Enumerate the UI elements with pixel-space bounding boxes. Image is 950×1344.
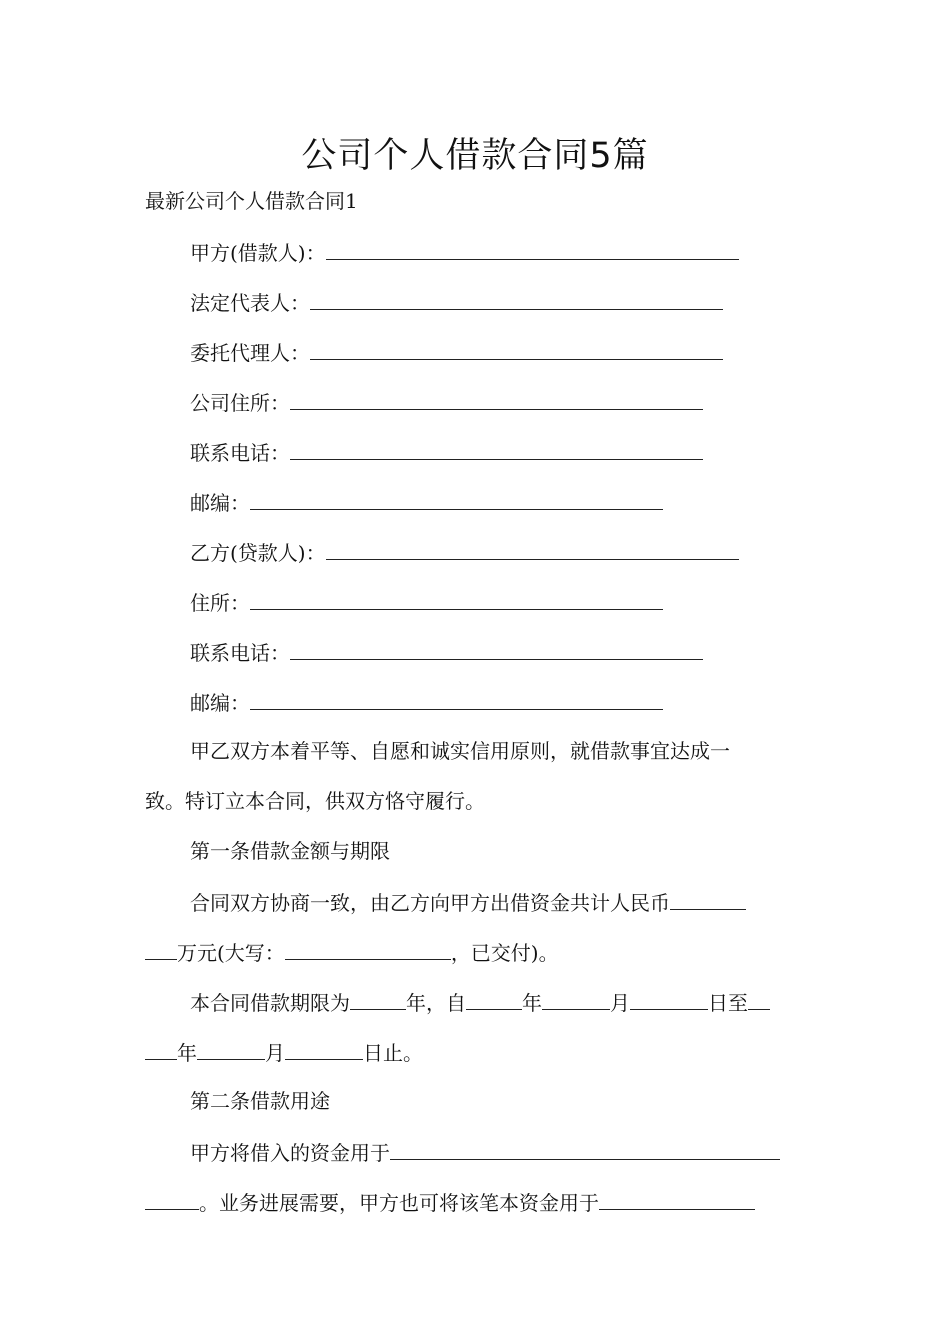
party-a-phone-blank[interactable] [290, 437, 703, 460]
end-year-unit: 年 [177, 1041, 197, 1065]
party-b-phone-row [190, 637, 703, 667]
party-a-postcode-label: 邮编： [190, 491, 250, 515]
article-1-para-2-line-1 [190, 987, 770, 1017]
party-b-phone-label: 联系电话： [190, 641, 290, 665]
article-1-heading: 第一条借款金额与期限 [190, 839, 390, 863]
loan-amount-text: 合同双方协商一致，由乙方向甲方出借资金共计人民币 [190, 891, 670, 915]
party-a-blank[interactable] [326, 237, 739, 260]
legal-rep-row [190, 287, 723, 317]
party-b-postcode-label: 邮编： [190, 691, 250, 715]
alt-purpose-text: 。业务进展需要，甲方也可将该笔本资金用于 [199, 1191, 599, 1215]
loan-term-year-from: 年，自 [406, 991, 466, 1015]
preamble-line-2: 致。特订立本合同，供双方恪守履行。 [145, 789, 485, 813]
party-b-phone-blank[interactable] [290, 637, 703, 660]
loan-amount-words-blank[interactable] [285, 937, 451, 960]
end-year-blank[interactable] [748, 987, 770, 1010]
document-subtitle: 最新公司个人借款合同1 [145, 189, 358, 213]
end-month-blank[interactable] [197, 1037, 265, 1060]
party-a-postcode-row [190, 487, 663, 517]
loan-purpose-text: 甲方将借入的资金用于 [190, 1141, 390, 1165]
loan-amount-blank[interactable] [670, 887, 746, 910]
legal-rep-label: 法定代表人： [190, 291, 310, 315]
party-a-label: 甲方(借款人)： [190, 241, 326, 265]
start-day-to: 日至 [708, 991, 748, 1015]
article-1-para-1-line-2 [145, 937, 559, 967]
legal-rep-blank[interactable] [310, 287, 723, 310]
end-year-blank-cont[interactable] [145, 1037, 177, 1060]
article-1-para-1-line-1 [190, 887, 746, 917]
start-month-unit: 月 [610, 991, 630, 1015]
party-b-blank[interactable] [326, 537, 739, 560]
end-day-blank[interactable] [285, 1037, 363, 1060]
party-b-address-row [190, 587, 663, 617]
start-year-blank[interactable] [466, 987, 522, 1010]
loan-amount-paid: ，已交付)。 [450, 941, 559, 965]
alt-purpose-blank[interactable] [599, 1187, 755, 1210]
company-address-blank[interactable] [290, 387, 703, 410]
document-title: 公司个人借款合同5篇 [301, 136, 649, 176]
party-b-address-label: 住所： [190, 591, 250, 615]
party-b-row [190, 537, 739, 567]
agent-blank[interactable] [310, 337, 723, 360]
party-b-label: 乙方(贷款人)： [190, 541, 326, 565]
agent-row [190, 337, 723, 367]
party-b-postcode-row [190, 687, 663, 717]
agent-label: 委托代理人： [190, 341, 310, 365]
party-a-phone-row [190, 437, 703, 467]
article-2-heading: 第二条借款用途 [190, 1089, 330, 1113]
start-day-blank[interactable] [630, 987, 708, 1010]
end-month-unit: 月 [265, 1041, 285, 1065]
company-address-row [190, 387, 703, 417]
article-2-para-1-line-1 [190, 1137, 780, 1167]
start-year-unit: 年 [522, 991, 542, 1015]
loan-amount-unit: 万元(大写： [177, 941, 285, 965]
party-a-row [190, 237, 739, 267]
company-address-label: 公司住所： [190, 391, 290, 415]
article-2-para-1-line-2 [145, 1187, 755, 1217]
preamble-line-1: 甲乙双方本着平等、自愿和诚实信用原则，就借款事宜达成一 [190, 739, 730, 763]
loan-purpose-blank[interactable] [390, 1137, 780, 1160]
article-1-para-2-line-2 [145, 1037, 423, 1067]
party-b-postcode-blank[interactable] [250, 687, 663, 710]
loan-term-years-blank[interactable] [350, 987, 406, 1010]
start-month-blank[interactable] [542, 987, 610, 1010]
end-day-unit: 日止。 [363, 1041, 423, 1065]
party-a-phone-label: 联系电话： [190, 441, 290, 465]
loan-term-text: 本合同借款期限为 [190, 991, 350, 1015]
party-a-postcode-blank[interactable] [250, 487, 663, 510]
party-b-address-blank[interactable] [250, 587, 663, 610]
loan-amount-blank-cont[interactable] [145, 937, 177, 960]
loan-purpose-blank-cont[interactable] [145, 1187, 199, 1210]
